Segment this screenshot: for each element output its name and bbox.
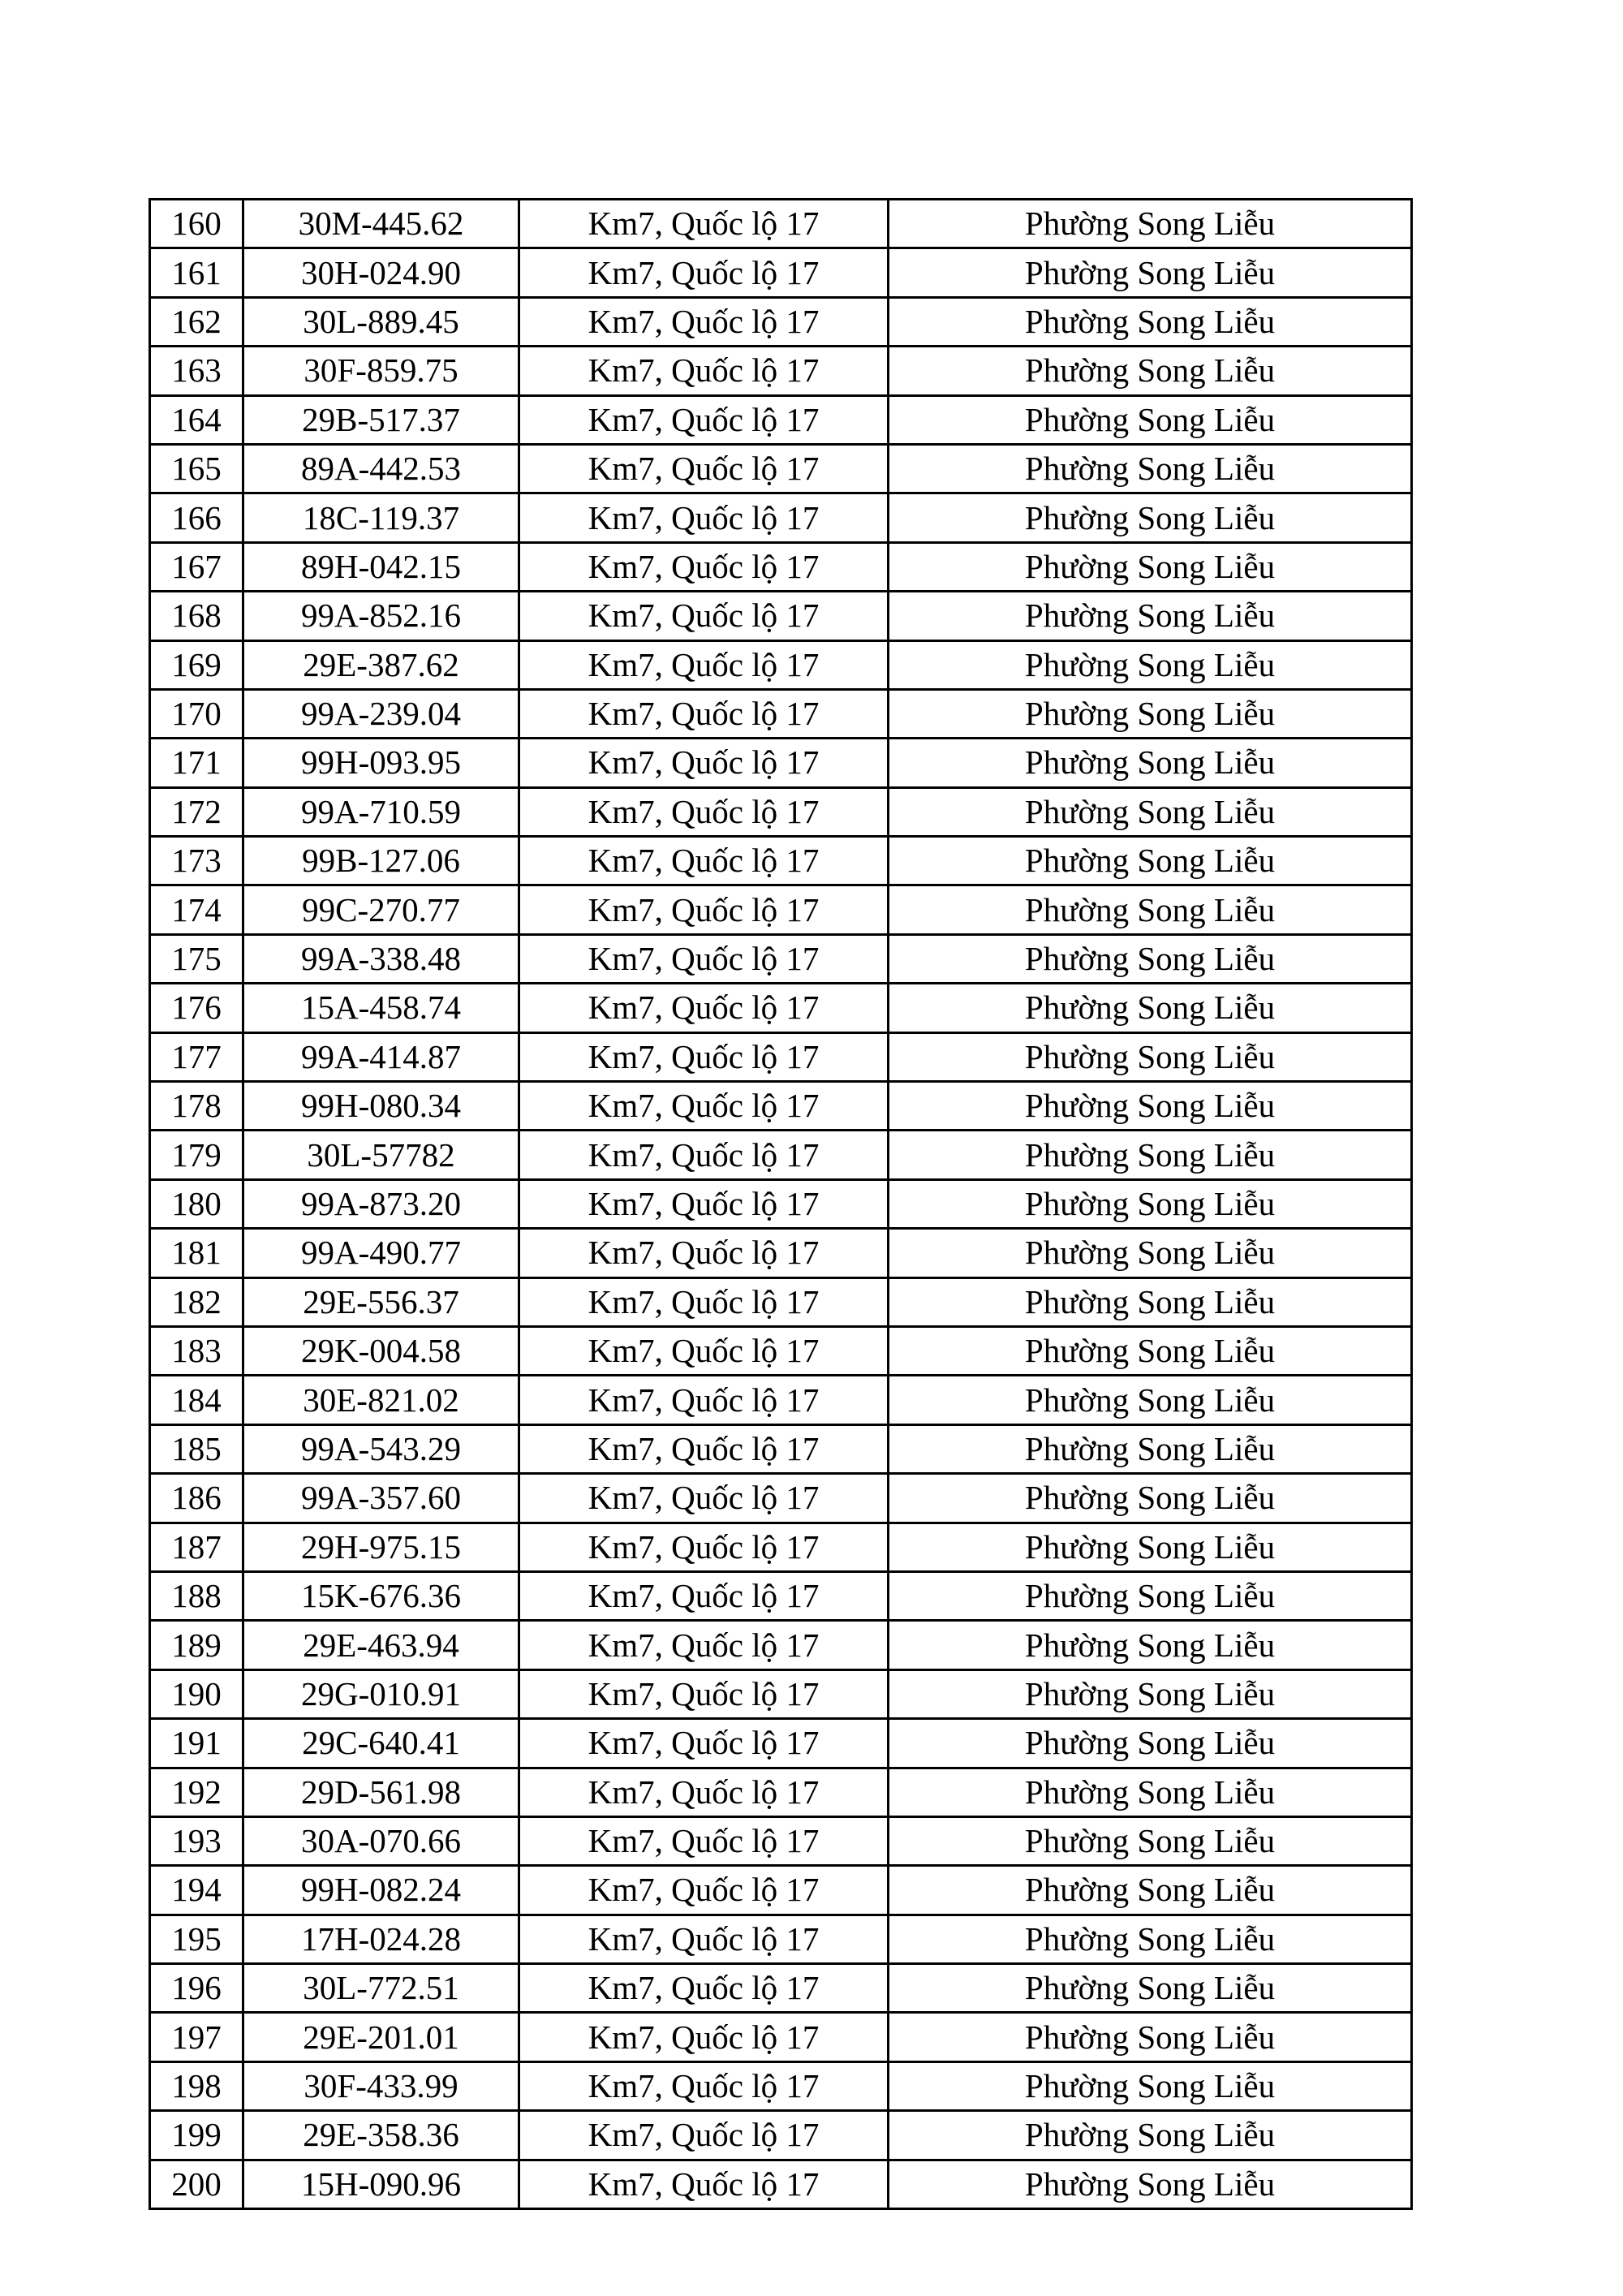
table-row: [150, 1523, 1412, 1571]
table-row: [150, 1032, 1412, 1081]
license-plate-cell: 17H-024.28: [243, 1915, 519, 1963]
ward-cell: Phường Song Liễu: [889, 984, 1412, 1032]
ward-cell: Phường Song Liễu: [889, 1523, 1412, 1571]
location-cell: Km7, Quốc lộ 17: [519, 493, 889, 542]
table-row: [150, 885, 1412, 934]
table-row: [150, 1229, 1412, 1277]
table-row: [150, 200, 1412, 248]
license-plate-cell: 15K-676.36: [243, 1571, 519, 1620]
license-plate-cell: 99H-080.34: [243, 1082, 519, 1131]
row-number-cell: 173: [150, 837, 243, 885]
row-number-cell: 168: [150, 592, 243, 640]
license-plate-cell: 30L-772.51: [243, 1964, 519, 2013]
table-row: [150, 934, 1412, 983]
ward-cell: Phường Song Liễu: [889, 837, 1412, 885]
location-cell: Km7, Quốc lộ 17: [519, 2013, 889, 2061]
row-number-cell: 177: [150, 1032, 243, 1081]
location-cell: Km7, Quốc lộ 17: [519, 1376, 889, 1424]
row-number-cell: 163: [150, 347, 243, 395]
ward-cell: Phường Song Liễu: [889, 1571, 1412, 1620]
row-number-cell: 170: [150, 689, 243, 738]
license-plate-cell: 29E-201.01: [243, 2013, 519, 2061]
table-row: [150, 2061, 1412, 2110]
license-plate-cell: 99A-873.20: [243, 1179, 519, 1228]
ward-cell: Phường Song Liễu: [889, 1376, 1412, 1424]
ward-cell: Phường Song Liễu: [889, 1964, 1412, 2013]
ward-cell: Phường Song Liễu: [889, 1229, 1412, 1277]
license-plate-cell: 30E-821.02: [243, 1376, 519, 1424]
ward-cell: Phường Song Liễu: [889, 592, 1412, 640]
license-plate-cell: 99A-490.77: [243, 1229, 519, 1277]
license-plate-cell: 99A-710.59: [243, 787, 519, 836]
license-plate-cell: 30A-070.66: [243, 1816, 519, 1865]
table-row: [150, 248, 1412, 297]
ward-cell: Phường Song Liễu: [889, 200, 1412, 248]
location-cell: Km7, Quốc lộ 17: [519, 1229, 889, 1277]
license-plate-cell: 29G-010.91: [243, 1669, 519, 1718]
table-row: [150, 1326, 1412, 1375]
row-number-cell: 162: [150, 297, 243, 346]
table-row: [150, 1474, 1412, 1523]
table-row: [150, 1915, 1412, 1963]
license-plate-cell: 30M-445.62: [243, 200, 519, 248]
license-plate-cell: 99A-239.04: [243, 689, 519, 738]
table-row: [150, 2111, 1412, 2160]
location-cell: Km7, Quốc lộ 17: [519, 1621, 889, 1669]
location-cell: Km7, Quốc lộ 17: [519, 2160, 889, 2208]
table-row: [150, 542, 1412, 591]
location-cell: Km7, Quốc lộ 17: [519, 1964, 889, 2013]
row-number-cell: 192: [150, 1768, 243, 1816]
license-plate-cell: 29E-387.62: [243, 640, 519, 689]
ward-cell: Phường Song Liễu: [889, 1131, 1412, 1179]
license-plate-cell: 30F-859.75: [243, 347, 519, 395]
ward-cell: Phường Song Liễu: [889, 2111, 1412, 2160]
row-number-cell: 195: [150, 1915, 243, 1963]
ward-cell: Phường Song Liễu: [889, 2061, 1412, 2110]
ward-cell: Phường Song Liễu: [889, 395, 1412, 444]
row-number-cell: 189: [150, 1621, 243, 1669]
license-plate-cell: 30L-889.45: [243, 297, 519, 346]
location-cell: Km7, Quốc lộ 17: [519, 934, 889, 983]
license-plate-cell: 89A-442.53: [243, 444, 519, 493]
license-plate-cell: 99B-127.06: [243, 837, 519, 885]
table-row: [150, 1816, 1412, 1865]
license-plate-cell: 99H-093.95: [243, 739, 519, 787]
location-cell: Km7, Quốc lộ 17: [519, 739, 889, 787]
license-plate-cell: 29B-517.37: [243, 395, 519, 444]
row-number-cell: 166: [150, 493, 243, 542]
row-number-cell: 171: [150, 739, 243, 787]
ward-cell: Phường Song Liễu: [889, 1326, 1412, 1375]
license-plate-cell: 18C-119.37: [243, 493, 519, 542]
location-cell: Km7, Quốc lộ 17: [519, 1277, 889, 1326]
ward-cell: Phường Song Liễu: [889, 297, 1412, 346]
location-cell: Km7, Quốc lộ 17: [519, 2111, 889, 2160]
table-row: [150, 837, 1412, 885]
location-cell: Km7, Quốc lộ 17: [519, 984, 889, 1032]
license-plate-cell: 99C-270.77: [243, 885, 519, 934]
table-row: [150, 1719, 1412, 1768]
table-row: [150, 739, 1412, 787]
ward-cell: Phường Song Liễu: [889, 1816, 1412, 1865]
ward-cell: Phường Song Liễu: [889, 1424, 1412, 1473]
row-number-cell: 194: [150, 1866, 243, 1915]
row-number-cell: 161: [150, 248, 243, 297]
license-plate-cell: 99A-338.48: [243, 934, 519, 983]
row-number-cell: 185: [150, 1424, 243, 1473]
location-cell: Km7, Quốc lộ 17: [519, 1915, 889, 1963]
row-number-cell: 197: [150, 2013, 243, 2061]
location-cell: Km7, Quốc lộ 17: [519, 689, 889, 738]
table-row: [150, 1277, 1412, 1326]
location-cell: Km7, Quốc lộ 17: [519, 1179, 889, 1228]
location-cell: Km7, Quốc lộ 17: [519, 837, 889, 885]
row-number-cell: 188: [150, 1571, 243, 1620]
location-cell: Km7, Quốc lộ 17: [519, 1326, 889, 1375]
ward-cell: Phường Song Liễu: [889, 1474, 1412, 1523]
location-cell: Km7, Quốc lộ 17: [519, 1816, 889, 1865]
ward-cell: Phường Song Liễu: [889, 1719, 1412, 1768]
location-cell: Km7, Quốc lộ 17: [519, 444, 889, 493]
location-cell: Km7, Quốc lộ 17: [519, 297, 889, 346]
row-number-cell: 176: [150, 984, 243, 1032]
row-number-cell: 169: [150, 640, 243, 689]
row-number-cell: 172: [150, 787, 243, 836]
table-row: [150, 1571, 1412, 1620]
row-number-cell: 198: [150, 2061, 243, 2110]
location-cell: Km7, Quốc lộ 17: [519, 1719, 889, 1768]
ward-cell: Phường Song Liễu: [889, 1032, 1412, 1081]
row-number-cell: 165: [150, 444, 243, 493]
table-row: [150, 347, 1412, 395]
ward-cell: Phường Song Liễu: [889, 1277, 1412, 1326]
location-cell: Km7, Quốc lộ 17: [519, 1032, 889, 1081]
location-cell: Km7, Quốc lộ 17: [519, 1768, 889, 1816]
location-cell: Km7, Quốc lộ 17: [519, 1571, 889, 1620]
location-cell: Km7, Quốc lộ 17: [519, 640, 889, 689]
location-cell: Km7, Quốc lộ 17: [519, 1082, 889, 1131]
license-plate-cell: 89H-042.15: [243, 542, 519, 591]
license-plate-cell: 29K-004.58: [243, 1326, 519, 1375]
table-row: [150, 689, 1412, 738]
license-plate-cell: 15H-090.96: [243, 2160, 519, 2208]
location-cell: Km7, Quốc lộ 17: [519, 1131, 889, 1179]
table-row: [150, 592, 1412, 640]
ward-cell: Phường Song Liễu: [889, 1915, 1412, 1963]
records-table-body: [150, 200, 1412, 2209]
table-row: [150, 1424, 1412, 1473]
vehicle-records-table: [149, 198, 1413, 2210]
row-number-cell: 174: [150, 885, 243, 934]
license-plate-cell: 30L-57782: [243, 1131, 519, 1179]
location-cell: Km7, Quốc lộ 17: [519, 248, 889, 297]
license-plate-cell: 29C-640.41: [243, 1719, 519, 1768]
table-row: [150, 1964, 1412, 2013]
location-cell: Km7, Quốc lộ 17: [519, 1523, 889, 1571]
license-plate-cell: 29E-556.37: [243, 1277, 519, 1326]
location-cell: Km7, Quốc lộ 17: [519, 1669, 889, 1718]
table-row: [150, 1082, 1412, 1131]
location-cell: Km7, Quốc lộ 17: [519, 592, 889, 640]
location-cell: Km7, Quốc lộ 17: [519, 542, 889, 591]
ward-cell: Phường Song Liễu: [889, 1866, 1412, 1915]
location-cell: Km7, Quốc lộ 17: [519, 1866, 889, 1915]
row-number-cell: 190: [150, 1669, 243, 1718]
location-cell: Km7, Quốc lộ 17: [519, 395, 889, 444]
ward-cell: Phường Song Liễu: [889, 493, 1412, 542]
ward-cell: Phường Song Liễu: [889, 1669, 1412, 1718]
license-plate-cell: 29E-463.94: [243, 1621, 519, 1669]
row-number-cell: 178: [150, 1082, 243, 1131]
row-number-cell: 181: [150, 1229, 243, 1277]
table-row: [150, 2013, 1412, 2061]
table-row: [150, 1376, 1412, 1424]
row-number-cell: 184: [150, 1376, 243, 1424]
license-plate-cell: 30H-024.90: [243, 248, 519, 297]
table-row: [150, 297, 1412, 346]
row-number-cell: 180: [150, 1179, 243, 1228]
table-row: [150, 984, 1412, 1032]
ward-cell: Phường Song Liễu: [889, 2160, 1412, 2208]
table-row: [150, 493, 1412, 542]
ward-cell: Phường Song Liễu: [889, 248, 1412, 297]
location-cell: Km7, Quốc lộ 17: [519, 1424, 889, 1473]
location-cell: Km7, Quốc lộ 17: [519, 1474, 889, 1523]
ward-cell: Phường Song Liễu: [889, 934, 1412, 983]
table-row: [150, 640, 1412, 689]
location-cell: Km7, Quốc lộ 17: [519, 2061, 889, 2110]
table-row: [150, 787, 1412, 836]
ward-cell: Phường Song Liễu: [889, 444, 1412, 493]
ward-cell: Phường Song Liễu: [889, 1179, 1412, 1228]
license-plate-cell: 99H-082.24: [243, 1866, 519, 1915]
license-plate-cell: 15A-458.74: [243, 984, 519, 1032]
ward-cell: Phường Song Liễu: [889, 787, 1412, 836]
row-number-cell: 167: [150, 542, 243, 591]
row-number-cell: 160: [150, 200, 243, 248]
ward-cell: Phường Song Liễu: [889, 542, 1412, 591]
location-cell: Km7, Quốc lộ 17: [519, 787, 889, 836]
row-number-cell: 200: [150, 2160, 243, 2208]
table-row: [150, 1179, 1412, 1228]
row-number-cell: 196: [150, 1964, 243, 2013]
ward-cell: Phường Song Liễu: [889, 1082, 1412, 1131]
ward-cell: Phường Song Liễu: [889, 689, 1412, 738]
table-row: [150, 1866, 1412, 1915]
location-cell: Km7, Quốc lộ 17: [519, 885, 889, 934]
table-row: [150, 444, 1412, 493]
license-plate-cell: 29H-975.15: [243, 1523, 519, 1571]
table-row: [150, 1669, 1412, 1718]
table-row: [150, 1621, 1412, 1669]
ward-cell: Phường Song Liễu: [889, 739, 1412, 787]
ward-cell: Phường Song Liễu: [889, 347, 1412, 395]
license-plate-cell: 29E-358.36: [243, 2111, 519, 2160]
ward-cell: Phường Song Liễu: [889, 1768, 1412, 1816]
license-plate-cell: 99A-852.16: [243, 592, 519, 640]
table-row: [150, 2160, 1412, 2208]
ward-cell: Phường Song Liễu: [889, 2013, 1412, 2061]
ward-cell: Phường Song Liễu: [889, 885, 1412, 934]
location-cell: Km7, Quốc lộ 17: [519, 200, 889, 248]
license-plate-cell: 99A-357.60: [243, 1474, 519, 1523]
table-row: [150, 395, 1412, 444]
license-plate-cell: 30F-433.99: [243, 2061, 519, 2110]
table-row: [150, 1131, 1412, 1179]
row-number-cell: 191: [150, 1719, 243, 1768]
location-cell: Km7, Quốc lộ 17: [519, 347, 889, 395]
license-plate-cell: 99A-543.29: [243, 1424, 519, 1473]
row-number-cell: 182: [150, 1277, 243, 1326]
table-row: [150, 1768, 1412, 1816]
license-plate-cell: 29D-561.98: [243, 1768, 519, 1816]
row-number-cell: 175: [150, 934, 243, 983]
row-number-cell: 199: [150, 2111, 243, 2160]
ward-cell: Phường Song Liễu: [889, 640, 1412, 689]
license-plate-cell: 99A-414.87: [243, 1032, 519, 1081]
row-number-cell: 186: [150, 1474, 243, 1523]
row-number-cell: 179: [150, 1131, 243, 1179]
row-number-cell: 187: [150, 1523, 243, 1571]
row-number-cell: 193: [150, 1816, 243, 1865]
row-number-cell: 183: [150, 1326, 243, 1375]
ward-cell: Phường Song Liễu: [889, 1621, 1412, 1669]
row-number-cell: 164: [150, 395, 243, 444]
